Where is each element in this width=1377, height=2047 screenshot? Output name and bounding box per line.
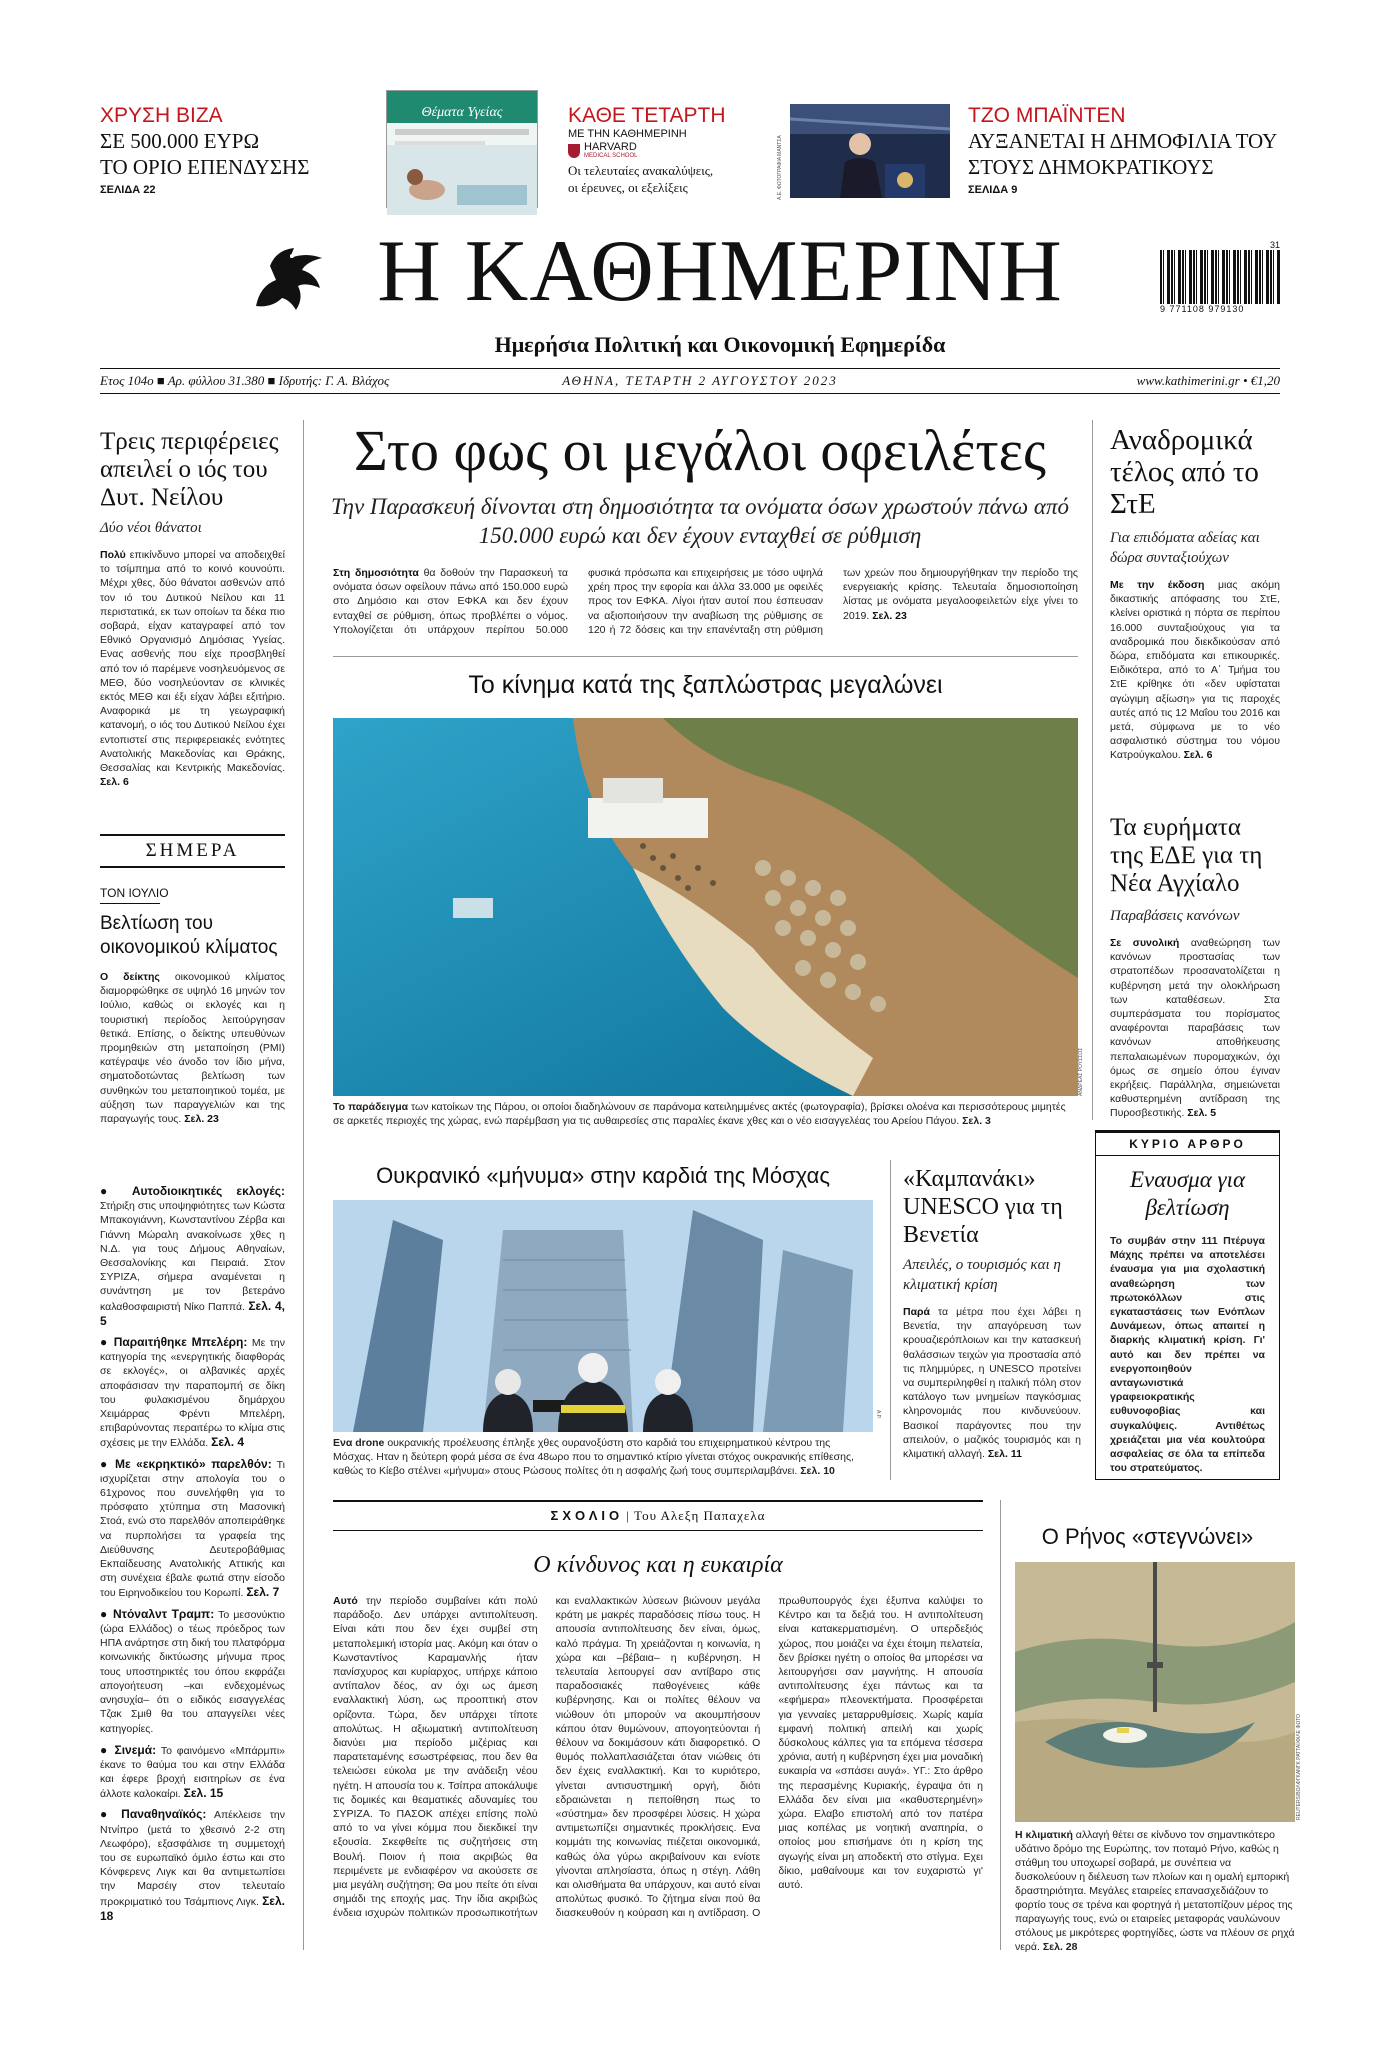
bullet-title: Παναθηναϊκός: (121, 1807, 207, 1822)
rhine-headline[interactable]: Ο Ρήνος «στεγνώνει» (1041, 1524, 1254, 1549)
teaser-line: ΜΕ ΤΗΝ ΚΑΘΗΜΕΡΙΝΗ (568, 128, 687, 140)
lead-lead: Στη δημοσιότητα (333, 567, 419, 579)
website-price[interactable]: www.kathimerini.gr • €1,20 (1136, 373, 1280, 388)
lead-text: θα δοθούν την Παρασκευή τα ονόματα όσων οφείλουν πάνω από 150.000 ευρώ στο Δημόσιο και στον ΕΦΚΑ και δεν έχουν ενταχθεί σε ρύθμιση, όπως προβλέπει ο νόμος. Υπολογίζεται ότι υπάρχουν περίπου 50.000 φυσικά πρόσωπα και επιχειρήσεις με τόσο υψηλά χρέη προς την εφορία και άλλα 33.000 με οφειλές προς τον ΕΦΚΑ. Λίγοι ήταν αυτοί που έσπευσαν να αξιοποιήσουν την αναβίωση της ρύθμισης σε 120 ή 72 δόσεις και την επανένταξη στη ρύθμιση των χρεών που δημιουργήθηκαν την περίοδο της ενεργειακής κρίσης. Τελευταία δημοσιοποίηση λίστας με ονόματα μεγαλοοφειλετών είχε γίνει το 2019. (333, 567, 1078, 636)
caption-page: Σελ. 10 (800, 1465, 835, 1477)
story-venice[interactable] (903, 1165, 1081, 1505)
bullet-title: Σινεμά: (114, 1742, 157, 1757)
story-lead: Παρά (903, 1306, 930, 1318)
rhine-credit: REUTERS/ΒΟΛΦΓΚΑΝΓΚ ΡΑΤΤΑΪ/ΦΙΛΕ ΦΩΤΟ (1296, 1713, 1302, 1820)
lead-page: Σελ. 23 (872, 609, 907, 622)
story-page: Σελ. 6 (1183, 749, 1213, 762)
news-bullets (100, 1178, 285, 1948)
masthead-title: Η ΚΑΘΗΜΕΡΙΝΗ (377, 223, 1063, 320)
beach-credit: ΑΝΔΡΕΑΣ ΡΟΥΣΣΟΣ (1078, 1047, 1084, 1096)
story-lead: Πολύ (100, 549, 126, 561)
bullet-body: Απέκλεισε την Ντνίπρο (μετά το χθεσινό 2-2 στη Λεωφόρο), εξασφάλισε τη συμμετοχή του σε ευρωπαϊκό όμιλο έστω και στο Κόνφερενς Λιγκ και θα αντιμετωπίσει την Μαρσέιγ στον τελευταίο προκριματικό του Τσάμπιονς Λιγκ. (100, 1809, 285, 1908)
teaser-line: οι έρευνες, οι εξελίξεις (568, 180, 688, 195)
biden-photo (790, 104, 950, 198)
story-page: Σελ. 11 (987, 1448, 1022, 1461)
bullet-body: Στήριξη στις υποψηφιότητες των Κώστα Μπακογιάννη, Κωνσταντίνου Ζέρβα και Γιάννη Μώραλη ανακοίνωσε χθες η Ν.Δ. για τους Δήμους Αθηναίων, Θεσσαλονίκης και Πειραιά. Στον ΣΥΡΙΖΑ, σήμερα αναμένεται η συνάντηση με τον βετεράνο καλαθοσφαιριστή Νίκο Παππά. (100, 1200, 285, 1313)
teaser-kicker: ΚΑΘΕ ΤΕΤΑΡΤΗ (568, 104, 726, 127)
magazine-cover[interactable] (386, 90, 538, 208)
comment-title[interactable]: Ο κίνδυνος και η ευκαιρία (533, 1552, 783, 1578)
story-body: τα μέτρα που έχει λάβει η Βενετία, την απαγόρευση των κρουαζιερόπλοιων και την κατασκευή θαλάσσιων τειχών για προστασία από τις πλημμύρες, η UNESCO προτείνει να συμπεριληφθεί η ιταλική πόλη στον κατάλογο των μνημείων παγκόσμιας κληρονομιάς που κινδυνεύουν. Βασικοί παράγοντες που την απειλούν, ο μαζικός τουρισμός και η κλιματική αλλαγή. (903, 1306, 1081, 1461)
teaser-kicker: ΧΡΥΣΗ ΒΙΖΑ (100, 104, 223, 127)
story-subtitle: Παραβάσεις κανόνων (1110, 908, 1240, 924)
today-lead: Ο δείκτης (100, 971, 160, 983)
comment-lead: Αυτό (333, 1595, 358, 1607)
bullet-item[interactable]: ● Με «εκρηκτικό» παρελθόν: Τι ισχυρίζεται στην απολογία του ο 61χρονος που συνελήφθη για το πρόσφατο χτύπημα στη Μασονική Στοά, ενώ στο παρελθόν αποπειράθηκε να πυρπολήσει τα γραφεία της Διεύθυνσης Δευτεροβάθμιας Εκπαίδευσης Ανατολικής Αττικής και στη συνέχεια έβαλε φωτιά στην είσοδο του Ειρηνοδικείου του Κορωπί. Σελ. 7 (100, 1456, 285, 1600)
caption-text: ουκρανικής προέλευσης έπληξε χθες ουρανοξύστη στο καρδιά του επιχειρηματικού κέντρου της Μόσχας. Ηταν η δεύτερη φορά μέσα σε ένα 48ωρο που το σημαντικό κτίριο γίνεται στόχος ουκρανικής επίθεσης, καθώς το Κίεβο στέλνει «μήνυμα» στους Ρώσους πολίτες ότι η ασφαλής ζωή τους συμπεριλαμβάνει. (333, 1437, 854, 1477)
lead-body (333, 566, 1078, 650)
bullet-item[interactable]: ● Αυτοδιοικητικές εκλογές: Στήριξη στις υποψηφιότητες των Κώστα Μπακογιάννη, Κωνσταντίνου Ζέρβα και Γιάννη Μώραλη ανακοίνωσε χθες η Ν.Δ. για τους Δήμους Αθηναίων, Θεσσαλονίκης και Πειραιά. Στον ΣΥΡΙΖΑ, σήμερα αναμένεται η συνάντηση με τον βετεράνο καλαθοσφαιριστή Νίκο Παππά. Σελ. 4, 5 (100, 1184, 285, 1328)
beach-photo (333, 718, 1078, 1096)
today-kicker: ΤΟΝ ΙΟΥΛΙΟ (100, 886, 169, 900)
moscow-headline[interactable]: Ουκρανικό «μήνυμα» στην καρδιά της Μόσχας (376, 1163, 830, 1188)
bullet-body: Με την κατηγορία της «ενεργητικής διαφθοράς σε εκλογές», οι αλβανικές αρχές αποφάσισαν την παραπομπή σε δίκη του φυλακισμένου δημάρχου Χειμάρρας Φρέντι Μπελέρη, επιβαρύνοντας περαιτέρω το κλίμα στις σχέσεις με την Ελλάδα. (100, 1337, 285, 1450)
bullet-title: Ντόναλντ Τραμπ: (112, 1606, 215, 1621)
today-label: ΣΗΜΕΡΑ (145, 840, 240, 861)
magazine-photo (387, 145, 537, 215)
bullet-page: Σελ. 7 (246, 1585, 280, 1600)
teaser-line: ΑΥΞΑΝΕΤΑΙ Η ΔΗΜΟΦΙΛΙΑ ΤΟΥ (968, 129, 1278, 153)
bullet-item[interactable]: ● Παναθηναϊκός: Απέκλεισε την Ντνίπρο (μετά το χθεσινό 2-2 στη Λεωφόρο), εξασφάλισε τη συμμετοχή του σε ευρωπαϊκό όμιλο έστω και στο Κόνφερενς Λιγκ και θα αντιμετωπίσει την Μαρσέιγ στον τελευταίο προκριματικό του Τσάμπιονς Λιγκ. Σελ. 18 (100, 1807, 285, 1923)
caption-lead: Το παράδειγμα (333, 1101, 409, 1113)
teaser-kicker: ΤΖΟ ΜΠΑΪΝΤΕΝ (968, 104, 1126, 127)
barcode (1160, 240, 1280, 314)
story-lead: Σε συνολική (1110, 937, 1180, 949)
lead-deck: Την Παρασκευή δίνονται στη δημοσιότητα τα ονόματα όσων χρωστούν πάνω από 150.000 ευρώ και δεν έχουν ενταχθεί σε ρύθμιση (331, 494, 1069, 548)
beach-caption (333, 1100, 1078, 1130)
story-lead: Με την έκδοση (1110, 579, 1205, 591)
teaser-harvard[interactable] (568, 104, 748, 196)
rhine-photo (1015, 1562, 1295, 1822)
bullet-item[interactable]: ● Ντόναλντ Τραμπ: Το μεσονύκτιο (ώρα Ελλάδος) ο τέως πρόεδρος των ΗΠΑ ανάρτησε στη δική του πλατφόρμα κοινωνικής δικτύωσης μήνυμα προς τους υποστηρικτές του όπου εκφράζει απογοήτευση –και ενδεχομένως ανησυχία– ότι ο ειδικός εισαγγελέας Τζακ Σμιθ θα του απαγγείλει νέες κατηγορίες. (100, 1606, 286, 1736)
story-body: επικίνδυνο μπορεί να αποδειχθεί το τσίμπημα από το κοινό κουνούπι. Μέχρι χθες, δύο θάνατοι ασθενών από τον ιό του Δυτικού Νείλου και 11 περιστατικά, εκ των οποίων τα δέκα πιο σοβαρά, είχαν καταγραφεί από τον Εθνικό Οργανισμό Δημόσιας Υγείας. Ενας ασθενής που είχε προσβληθεί από τον ιό παρέμενε νοσηλευόμενος σε ΜΕΘ, δύο νοσηλεύονταν σε κλινικές εκτός ΜΕΘ και έξι είχαν λάβει εξιτήριο. Αναφορικά με τη γεωγραφική κατανομή, ο ιός του Δυτικού Νείλου έχει εντοπιστεί στις περιφερειακές ενότητες Ανατολικής Μακεδονίας και Θράκης, Θεσσαλίας και Κεντρικής Μακεδονίας. (100, 549, 285, 775)
story-ste[interactable] (1110, 424, 1280, 778)
griffin-logo-icon (246, 236, 331, 316)
barcode-number: 9 771108 979130 (1160, 304, 1245, 314)
story-west-nile[interactable] (100, 428, 285, 818)
teaser-page: ΣΕΛΙΔΑ 9 (968, 184, 1018, 196)
bullet-page: Σελ. 4 (211, 1435, 245, 1450)
bullet-title: Παραιτήθηκε Μπελέρη: (113, 1335, 248, 1350)
editorial-title: Εναυσμα για βελτίωση (1129, 1167, 1246, 1220)
rhine-caption (1015, 1828, 1295, 1952)
teaser-golden-visa[interactable] (100, 104, 350, 196)
story-subtitle: Απειλές, ο τουρισμός και η κλιματική κρίση (903, 1257, 1061, 1293)
issue-info: Ετος 104ο ■ Αρ. φύλλου 31.380 ■ Ιδρυτής: Γ. Α. Βλάχος (100, 373, 390, 388)
moscow-credit: A.P. (875, 1410, 881, 1419)
story-page: Σελ. 6 (100, 776, 129, 789)
masthead-subtitle: Ημερήσια Πολιτική και Οικονομική Εφημερίδα (494, 332, 946, 357)
today-body: οικονομικού κλίματος διαμορφώθηκε σε υψηλό 16 μηνών τον Ιούλιο, καθώς οι εκλογές και η τουριστική περίοδος λειτούργησαν θετικά. Επίσης, ο δείκτης υπευθύνων προμηθειών στη μεταποίηση (PMI) κατέγραψε νέο άνοδο τον ίδιο μήνα, σηματοδοτώντας βελτίωση των συνθηκών του μεταποιητικού τομέα, με αύξηση των παραγγελιών και της παραγωγής τους. (100, 971, 285, 1126)
story-title: Τρεις περιφέρειες απειλεί ο ιός του Δυτ. Νείλου (100, 428, 279, 511)
lead-headline[interactable]: Στο φως οι μεγάλοι οφειλέτες (354, 418, 1046, 483)
editorial-label: ΚΥΡΙΟ ΑΡΘΡΟ (1129, 1137, 1246, 1151)
beach-headline[interactable]: Το κίνημα κατά της ξαπλώστρας μεγαλώνει (468, 671, 943, 699)
caption-lead: Ενα drone (333, 1437, 385, 1449)
comment-body (333, 1594, 983, 1948)
teaser-line: ΤΟ ΟΡΙΟ ΕΠΕΝΔΥΣΗΣ (100, 155, 310, 179)
moscow-caption (333, 1436, 873, 1480)
editorial-body: Το συμβάν στην 111 Πτέρυγα Μάχης πρέπει να αποτελέσει έναυσμα για μια σχολαστική αναθεώρηση των πρωτοκόλλων στις εγκαταστάσεις των Ενόπλων Δυνάμεων, όπως απαιτεί η διαρκής κλιματική κρίση. Γι' αυτό και δεν πρέπει να ενεργοποιηθούν ανταγωνιστικά γραφειοκρατικής ευθυνοφοβίας και συγκαλύψεις. Αντιθέτως χρειάζεται μια νέα κουλτούρα ασφαλείας σε όλα τα επίπεδα του στρατεύματος. (1110, 1235, 1265, 1475)
caption-lead: Η κλιματική (1015, 1829, 1073, 1841)
comment-text: την περίοδο συμβαίνει κάτι πολύ παράδοξο. Δεν υπάρχει αντιπολίτευση. Είναι κάτι που δεν έχει συμβεί στη μεταπολεμική ιστορία μας. Ακόμη και όταν ο Κωνσταντίνος Καραμανλής ήταν πανίσχυρος και κυρίαρχος, υπήρχε κάποιο αντίπαλον δέος, αν όχι ως άμεση εναλλακτική λύση, ως προοπτική στον ορίζοντα. Τώρα, δεν υπάρχει τίποτε απολύτως. Η αξιωματική αντιπολίτευση διανύει μια περίοδο μιζέριας και παρατεταμένης εσωστρέφειας, που δεν θα τελειώσει εύκολα με την ανάδειξη νέου ηγέτη. Η απουσία του κ. Τσίπρα αποκάλυψε τις δομικές και θεαματικές αδυναμίες του ΣΥΡΙΖΑ. Το ΠΑΣΟΚ απέχει επίσης πολύ από το να γίνει κόμμα που διεκδικεί την εξουσία. Σκεφθείτε τις συζητήσεις στη Βουλή. Ποιον ή ποια ακριβώς θα περιμένετε με ενδιαφέρον να ακούσετε σε μια μεγάλη συζήτηση; Θα μου πείτε ότι είναι σημάδι της εποχής μας. Την ίδια ακριβώς ένδεια ισχυρών πολιτικών προσωπικοτήτων και εναλλακτικών λύσεων βιώνουν μεγάλα κράτη με μακρές παραδόσεις πίσω τους. Η απουσία αντιπολίτευσης δεν είναι, όμως, καλό πράγμα. Τη χρειάζονται η κοινωνία, η χώρα και –βέβαια– η κυβέρνηση. Η τελευταία λειτουργεί σαν αντίβαρο στις παραδοσιακές παθογένειες κάθε κυβέρνησης. Και οι πολίτες θέλουν να νιώθουν ότι μπορούν να ακουμπήσουν κάπου όταν θυμώνουν, απογοητεύονται ή θέλουν να δοκιμάσουν κάτι διαφορετικό. Ο θυμός πολλαπλασιάζεται όταν νιώθεις ότι δεν έχεις εναλλακτική. Και το κυριότερο, γίνεται αντισυστημική οργή, διότι εδραιώνεται η πεποίθηση πως το «σύστημα» δεν προσφέρει λύσεις. Η χώρα αντιμετωπίζει σημαντικές προκλήσεις. Ενα κομμάτι της κοινωνίας πιέζεται οικονομικά, καθώς όλα γύρω ακριβαίνουν και ενίοτε γίνονται απλησίαστα, όπως η στέγη. Λάθη και ολισθήματα θα υπάρχουν, και αυτό είναι απολύτως φυσικό. Το ζήτημα είναι πού θα διασκευθούν η κούραση και η αντίδραση. Ο πρωθυπουργός έχει έξυπνα καλύψει το Κέντρο και τα δεξιά του. Η αντιπολίτευση είναι κατακερματισμένη. Ο υπερδεξιός χώρος, που μοιάζει να έχει έτοιμη πελατεία, δεν βρίσκει ηγέτη ο οποίος θα μπορέσει να λειτουργήσει σαν μαγνήτης. Η απουσία αντιπολίτευσης έχει πάντως και τα «εφήμερα» πλεονεκτήματα. Προσφέρεται για γενναίες μεταρρυθμίσεις. Χωρίς καμία εμφανή πολιτική απειλή και χωρίς δύσκολους κάλπες για τα επόμενα τέσσερα χρόνια, αυτή η κυβέρνηση έχει μια μοναδική ευκαιρία να «σπάσει αυγά». ΥΓ.: Στο άρθρο της περασμένης Κυριακής, έγραψα ότι η Ελλάδα δεν είναι μια «καθυστερημένη» χώρα. Ελαβο επιστολή από τον πατέρα μιας κοπέλας με νοητική αναπηρία, ο οποίος μου επισήμανε ότι η κρίση της αγωγής είναι μη αποδεκτή στο στίγμα. Εχει δίκιο, μαθαίνουμε και τον ευχαριστώ γι' αυτό. (333, 1595, 983, 1920)
today-title: Βελτίωση του οικονομικού κλίματος (100, 913, 278, 958)
comment-label: ΣΧΟΛΙΟ (550, 1508, 624, 1523)
caption-page: Σελ. 3 (962, 1115, 991, 1127)
barcode-top: 31 (1269, 240, 1280, 250)
story-title: Τα ευρήματα της ΕΔΕ για τη Νέα Αγχίαλο (1110, 814, 1263, 897)
bullet-page: Σελ. 15 (183, 1786, 224, 1801)
harvard-brand: HARVARD (584, 141, 637, 153)
caption-text: αλλαγή θέτει σε κίνδυνο τον σημαντικότερο υδάτινο δρόμο της Ευρώπης, τον ποταμό Ρήνο, καθώς η στάθμη του υποχωρεί σοβαρά, με συνέπεια να δυσκολεύουν η διέλευση των πλοίων και η ομαλή εμπορική δραστηριότητα. Μεγάλες εταιρείες επανασχεδιάζουν το φορτίο τους σε τρένα και φορτηγά ή μετατοπίζουν μέρος της παραγωγής τους, ενώ οι εταιρείες μεταφοράς ναυλώνουν στόλους με μικρότερες φορτηγίδες, ώστε να πλέουν σε ρηχά νερά. (1015, 1829, 1295, 1953)
story-title: Αναδρομικά τέλος από το ΣτΕ (1110, 424, 1259, 520)
bullet-title: Με «εκρηκτικό» παρελθόν: (114, 1456, 272, 1471)
teaser-line: Οι τελευταίες ανακαλύψεις, (568, 163, 714, 178)
issue-date: ΑΘΗΝΑ, ΤΕΤΑΡΤΗ 2 ΑΥΓΟΥΣΤΟΥ 2023 (562, 373, 838, 388)
story-page: Σελ. 5 (1187, 1107, 1217, 1120)
bullet-title: Αυτοδιοικητικές εκλογές: (131, 1184, 285, 1198)
moscow-photo (333, 1200, 873, 1432)
comment-author: Του Αλεξη Παπαχελα (634, 1508, 766, 1523)
story-nea-anchialos[interactable] (1110, 814, 1280, 1120)
bullet-item[interactable]: ● Σινεμά: Το φαινόμενο «Μπάρμπι» έκανε το θαύμα του και στην Ελλάδα και έφερε βροχή εισιτηρίων σε ένα άλλοτε καλοκαίρι. Σελ. 15 (100, 1742, 285, 1801)
teaser-line: ΣΤΟΥΣ ΔΗΜΟΚΡΑΤΙΚΟΥΣ (968, 155, 1214, 179)
bullet-page: Σελ. 4, 5 (100, 1298, 285, 1328)
bullet-item[interactable]: ● Παραιτήθηκε Μπελέρη: Με την κατηγορία της «ενεργητικής διαφθοράς σε εκλογές», οι αλβανικές αρχές αποφάσισαν την παραπομπή σε δίκη του φυλακισμένου δημάρχου Χειμάρρας Φρέντι Μπελέρη, επιβαρύνοντας περαιτέρω το κλίμα στις σχέσεις με την Ελλάδα. Σελ. 4 (100, 1335, 285, 1450)
comment-header: ΣΧΟΛΙΟ | Του Αλεξη Παπαχελα (550, 1508, 766, 1523)
harvard-shield-icon (568, 144, 580, 158)
story-subtitle: Για επιδόματα αδείας και δώρα συνταξιούχων (1110, 530, 1260, 566)
today-section[interactable] (100, 886, 285, 1142)
teaser-line: ΣΕ 500.000 ΕΥΡΩ (100, 129, 260, 153)
bullet-page: Σελ. 18 (100, 1893, 285, 1923)
teaser-biden[interactable] (968, 104, 1278, 196)
bullet-body: Τι ισχυρίζεται στην απολογία του ο 61χρονος που συνελήφθη για το πρόσφατο χτύπημα στη Μασονική Στοά, ενώ στο παρελθόν αποπειράθηκε να πυρπολήσει τα γραφεία της Διεύθυνσης Δευτεροβάθμιας Εκπαίδευσης Ανατολικής Αττικής και στη συνέχεια έβαλε φωτιά στην είσοδο του Ειρηνοδικείου του Κορωπί. (100, 1458, 285, 1600)
today-page: Σελ. 23 (184, 1113, 219, 1126)
bullet-body: Το φαινόμενο «Μπάρμπι» έκανε το θαύμα του και στην Ελλάδα και έφερε βροχή εισιτηρίων σε ένα άλλοτε καλοκαίρι. (100, 1744, 285, 1801)
bullet-body: Το μεσονύκτιο (ώρα Ελλάδος) ο τέως πρόεδρος των ΗΠΑ ανάρτησε στη δική του πλατφόρμα κοινωνικής δικτύωσης μήνυμα προς τους υποστηρικτές του όπου εκφράζει απογοήτευση –και ενδεχομένως ανησυχία– ότι ο ειδικός εισαγγελέας Τζακ Σμιθ θα του απαγγείλει νέες κατηγορίες. (100, 1608, 286, 1736)
photo-credit: Α.Ε. ΦΩΤΟΓΡΑΦΙΑ ΜΑΝΤΣΑ (777, 135, 783, 200)
story-body: μιας ακόμη δικαστικής απόφασης του ΣτΕ, κλείνει οριστικά η πόρτα σε περίπου 16.000 συνταξιούχους για τα αναδρομικά που διεκδικούσαν από δώρα, επιδόματα και επικουρικές. Ειδικότερα, από το Α΄ Τμήμα του ΣτΕ κρίθηκε ότι «δεν υφίσταται αγώγιμη αξίωση» για τις παροχές αυτές από τις 12 Μαΐου του 2016 και μετά, σύμφωνα με το νέο ασφαλιστικό σύστημα του νόμου Κατρούγκαλου. (1110, 579, 1280, 762)
harvard-brand-sub: MEDICAL SCHOOL (584, 153, 638, 159)
story-subtitle: Δύο νέοι θάνατοι (100, 520, 202, 536)
caption-text: των κατοίκων της Πάρου, οι οποίοι διαδηλώνουν σε παράνομα κατειλημμένες ακτές (φωτογραφία), βρίσκει ολοένα και περισσότερους μιμητές σε αρκετές περιοχές της χώρας, ενώ παρέμβαση για τις αυθαιρεσίες στις παραλίες έκανε χθες και ο νέο εισαγγελέας του Αρείου Πάγου. (333, 1101, 1066, 1127)
editorial-box[interactable] (1095, 1130, 1280, 1480)
story-body: αναθεώρηση των κανόνων προστασίας των στρατοπέδων προσανατολίζεται η κυβέρνηση μετά την ολοκλήρωση των καταθέσεων. Στα συμπεράσματα του πορίσματος αναφέρονται παραβάσεις των κανόνων αποθήκευσης πεπαλαιωμένων πυρομαχικών, όχι όμως σε σημείο όπου έγιναν εκρήξεις. Παράλληλα, σημειώνεται καθυστερημένη αντίδραση της Πυροσβεστικής. (1110, 937, 1280, 1120)
story-title: «Καμπανάκι» UNESCO για τη Βενετία (903, 1166, 1063, 1248)
teaser-page: ΣΕΛΙΔΑ 22 (100, 184, 156, 196)
caption-page: Σελ. 28 (1042, 1941, 1078, 1953)
magazine-title: Θέματα Υγείας (387, 91, 537, 123)
